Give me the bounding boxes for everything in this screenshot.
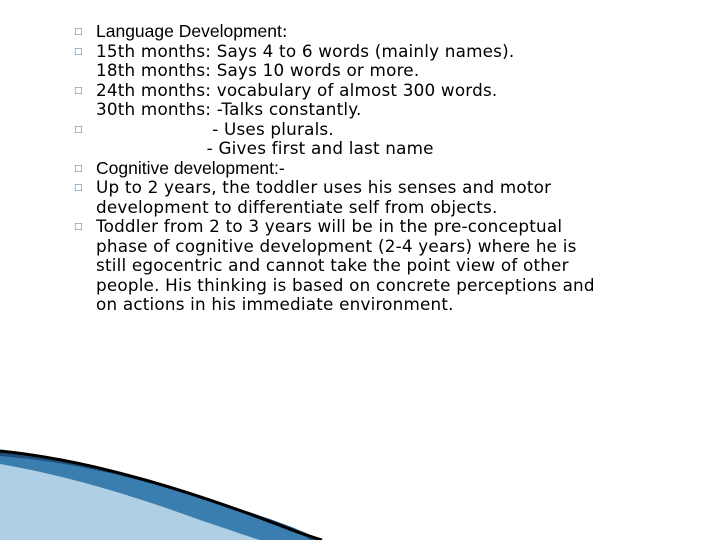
- bullet-15-months: [74, 40, 698, 62]
- line-24-months: 24th months: vocabulary of almost 300 words.: [96, 79, 498, 100]
- line-uses-plurals: - Uses plurals.: [96, 118, 334, 139]
- line-thinking-row: [78, 276, 698, 296]
- line-phase: phase of cognitive development (2-4 years) where he is: [96, 235, 577, 256]
- square-bullet-icon: □: [74, 85, 83, 96]
- square-bullet-icon: □: [74, 124, 83, 135]
- line-differentiate-row: [78, 198, 698, 218]
- line-gives-name-row: [78, 139, 698, 159]
- line-phase-row: [78, 237, 698, 257]
- line-gives-name: - Gives first and last name: [96, 138, 434, 158]
- line-differentiate: development to differentiate self from objects.: [96, 196, 498, 217]
- bullet-cognitive-development: [74, 157, 698, 179]
- line-18-months-row: [78, 61, 698, 81]
- bullet-uses-plurals: [74, 118, 698, 140]
- line-15-months: 15th months: Says 4 to 6 words (mainly names).: [96, 40, 515, 61]
- bullet-24-months: [74, 79, 698, 101]
- line-up-to-2-years: Up to 2 years, the toddler uses his senses and motor: [96, 177, 552, 197]
- line-environment: on actions in his immediate environment.: [96, 294, 454, 314]
- heading-cognitive-development: Cognitive development:-: [96, 157, 285, 178]
- line-30-months-row: [78, 100, 698, 120]
- square-bullet-icon: □: [74, 183, 83, 193]
- bullet-toddler-2-3: [74, 216, 698, 237]
- square-bullet-icon: □: [74, 163, 83, 174]
- line-30-months: 30th months: -Talks constantly.: [96, 99, 362, 119]
- decorative-wave-band: [0, 440, 720, 540]
- line-toddler-2-3: Toddler from 2 to 3 years will be in the pre-conceptual: [96, 216, 563, 236]
- bullet-up-to-2-years: [74, 177, 698, 198]
- line-environment-row: [78, 295, 698, 315]
- square-bullet-icon: □: [74, 27, 83, 37]
- bullet-language-development: [74, 21, 698, 42]
- heading-colon: :: [281, 21, 288, 41]
- square-bullet-icon: □: [74, 222, 83, 232]
- slide-body: [74, 21, 698, 315]
- square-bullet-icon: □: [74, 46, 83, 57]
- line-18-months: 18th months: Says 10 words or more.: [96, 60, 420, 80]
- heading-language-development: Language Development: [96, 21, 282, 41]
- line-egocentric: still egocentric and cannot take the point view of other: [96, 255, 569, 275]
- line-egocentric-row: [78, 256, 698, 276]
- line-thinking: people. His thinking is based on concrete perceptions and: [96, 274, 595, 295]
